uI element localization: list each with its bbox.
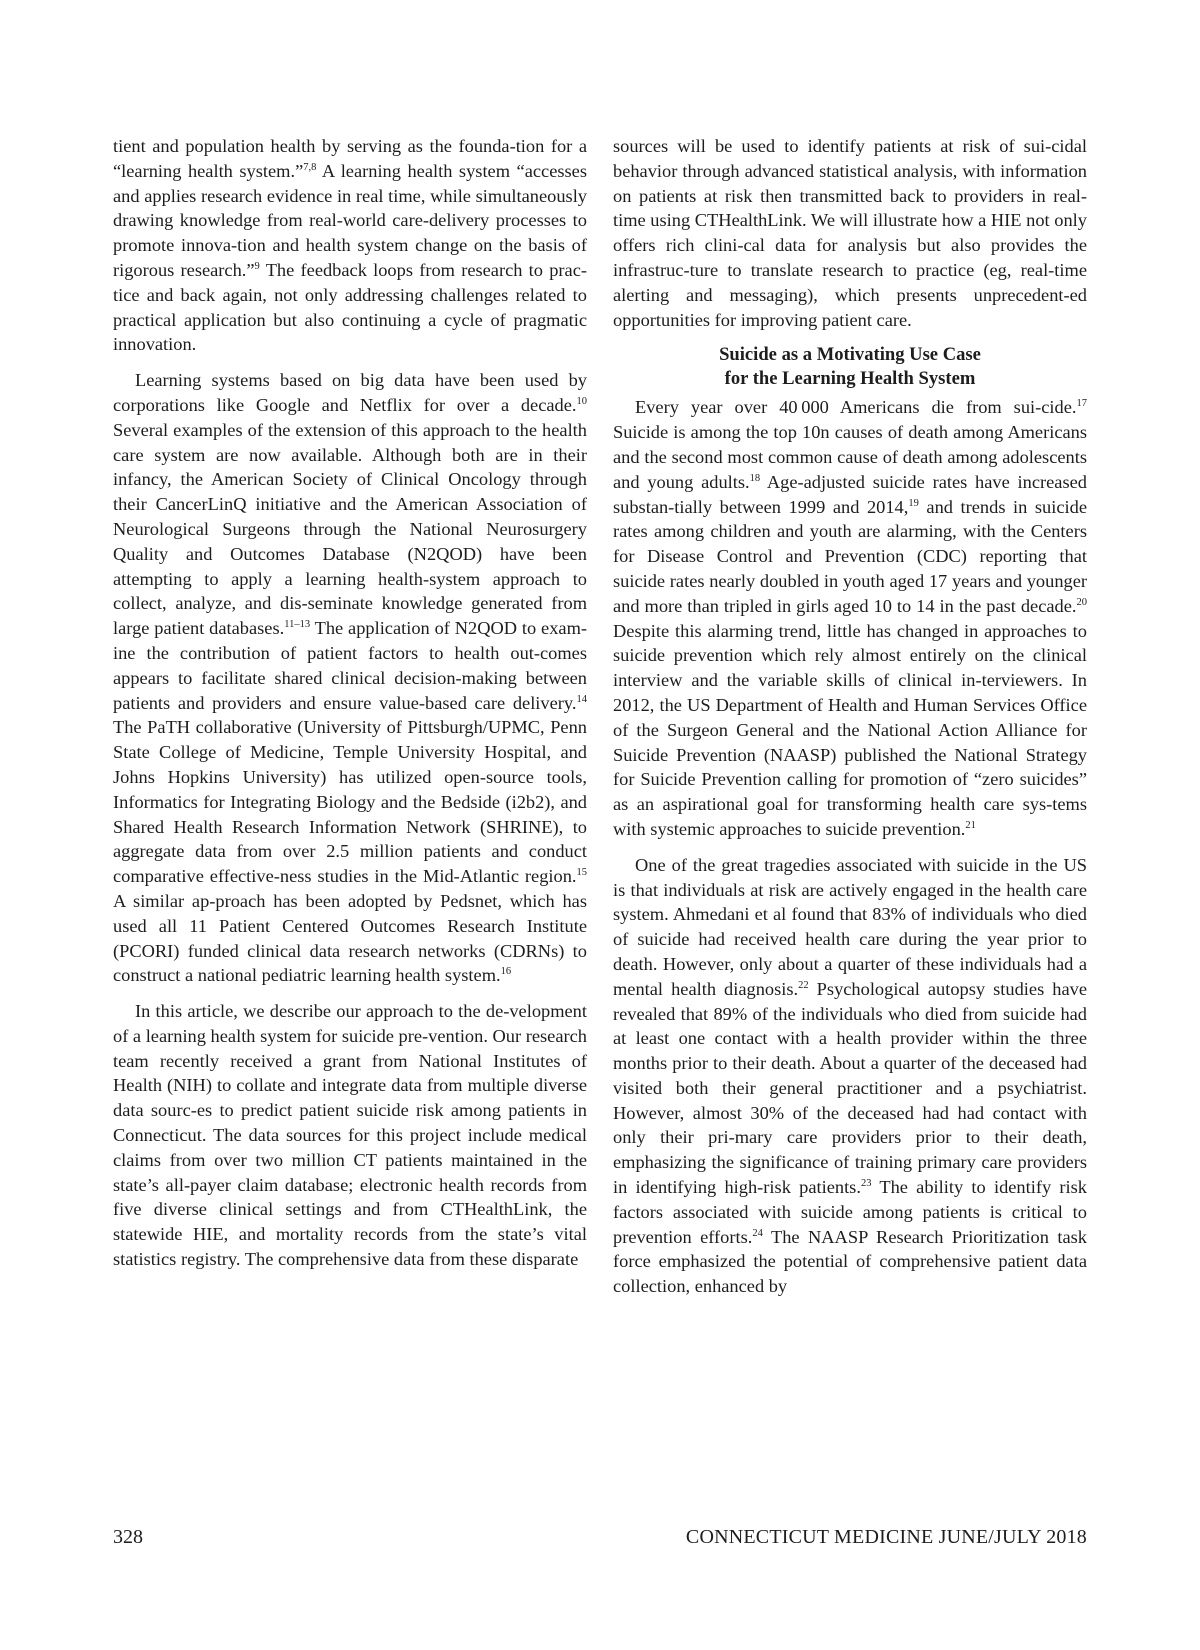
left-paragraph-3: In this article, we describe our approach to the de-velopment of a learning health system for suicide pre-vention. Our research team recently received a grant from National Institutes of Health (NIH) to collate and integrate data from multiple diverse data sourc-es to predict patient suicide risk among patients in Connecticut. The data sources for this project include medical claims from over two million CT patients maintained in the state’s all-payer claim database; electronic health records from five diverse clinical settings and from CTHealthLink, the statewide HIE, and mortality records from the state’s vital statistics registry. The comprehensive data from these disparate (113, 1001, 587, 1270)
citation-ref: 19 (908, 497, 919, 509)
text-run: Every year over 40 000 Americans die from sui-cide. (635, 397, 1077, 418)
citation-ref: 24 (752, 1227, 763, 1239)
citation-ref: 16 (500, 966, 512, 978)
citation-ref: 11–13 (284, 619, 311, 631)
citation-ref: 21 (965, 819, 976, 831)
text-run: The application of N2QOD to exam-ine the contribution of patient factors to health out-comes appears to facilitate shared clinical decision-making between patients and providers and ensure value-based care delivery. (113, 618, 587, 713)
text-run: The ability to identify risk factors associated with suicide among patients is critical to prevention efforts. (613, 1177, 1087, 1247)
journal-running-footer: CONNECTICUT MEDICINE JUNE/JULY 2018 (685, 1526, 1087, 1548)
section-heading (613, 343, 1087, 391)
right-paragraph-2 (613, 395, 1087, 841)
text-run: tient and population health by serving as the founda-tion for a “learning health system.” (113, 136, 587, 181)
left-paragraph-1 (113, 134, 587, 357)
text-run: The NAASP Research Prioritization task force emphasized the potential of comprehensive patient data collection, enhanced by (613, 1226, 1087, 1297)
text-run: Suicide is among the top 10n causes of death among Americans and the second most common cause of death among adolescents and young adults. (613, 422, 1087, 492)
page-footer (0, 1526, 1200, 1556)
text-run: A similar ap-proach has been adopted by Pedsnet, which has used all 11 Patient Centered Outcomes Research Institute (PCORI) funded clinical data research networks (CDRNs) to construct a national pediatric learning health system. (113, 890, 587, 986)
right-paragraph-1: sources will be used to identify patients at risk of sui-cidal behavior through advanced statistical analysis, with information on patients at risk then transmitted back to providers in real-time using CTHealthLink. We will illustrate how a HIE not only offers rich clini-cal data for analysis but also provides the infrastruc-ture to translate research to practice (eg, real-time alerting and messaging), which presents unprecedent-ed opportunities for improving patient care. (613, 136, 1087, 330)
text-run: and trends in suicide rates among children and youth are alarming, with the Centers for Disease Control and Prevention (CDC) reporting that suicide rates nearly doubled in youth aged 17 years and younger and more than tripled in girls aged 10 to 14 in the past decade. (613, 496, 1087, 616)
citation-ref: 18 (749, 472, 761, 484)
right-paragraph-3 (613, 853, 1087, 1299)
page-number: 328 (113, 1526, 143, 1548)
citation-ref: 20 (1076, 596, 1087, 608)
text-run: One of the great tragedies associated with suicide in the US is that individuals at risk are actively engaged in the health care system. Ahmedani et al found that 83% of individuals who died of suicide had received health care during the year prior to death. However, only about a quarter of these individuals had a mental health diagnosis. (613, 854, 1087, 999)
section-heading-line-1: Suicide as a Motivating Use Case (719, 344, 981, 366)
citation-ref: 23 (860, 1178, 872, 1190)
section-heading-line-2: for the Learning Health System (724, 368, 976, 390)
left-paragraph-2 (113, 368, 587, 988)
citation-ref: 17 (1076, 398, 1087, 410)
text-run: A learning health system “accesses and applies research evidence in real time, while simultaneously drawing knowledge from real-world care-delivery processes to promote innova-tion and health system change on the basis of rigorous research.” (113, 160, 587, 280)
text-run: Learning systems based on big data have been used by corporations like Google and Netflix for over a decade. (113, 370, 587, 415)
citation-ref: 22 (798, 979, 809, 991)
citation-ref: 15 (576, 867, 587, 879)
text-run: Psychological autopsy studies have revealed that 89% of the individuals who died from suicide had at least one contact with a health provider within the three months prior to their death. About a quarter of the deceased had visited both their general practitioner and a psychiatrist. However, almost 30% of the deceased had had contact with only their pri-mary care providers prior to their death, emphasizing the significance of training primary care providers in identifying high-risk patients. (613, 978, 1087, 1198)
text-run: Despite this alarming trend, little has changed in approaches to suicide prevention which rely almost entirely on the clinical interview and the variable skills of clinical in-terviewers. In 2012, the US Department of Health and Human Services Office of the Surgeon General and the National Action Alliance for Suicide Prevention (NAASP) published the National Strategy for Suicide Prevention calling for promotion of “zero suicides” as an aspirational goal for transforming health care sys-tems with systemic approaches to suicide prevention. (613, 620, 1087, 839)
left-column (113, 134, 587, 1283)
text-run: The PaTH collaborative (University of Pittsburgh/UPMC, Penn State College of Medicine, Temple University Hospital, and Johns Hopkins University) has utilized open-source tools, Informatics for Integrating Biology and the Bedside (i2b2), and Shared Health Research Information Network (SHRINE), to aggregate data from over 2.5 million patients and conduct comparative effective-ness studies in the Mid-Atlantic region. (113, 717, 587, 887)
citation-ref: 14 (576, 693, 587, 705)
citation-ref: 7,8 (303, 161, 317, 173)
text-run: Age-adjusted suicide rates have increased substan-tially between 1999 and 2014, (613, 471, 1087, 517)
citation-ref: 10 (576, 395, 587, 407)
citation-ref: 9 (254, 260, 260, 272)
text-run: Several examples of the extension of this approach to the health care system are now available. Although both are in their infancy, the American Society of Clinical Oncology through their CancerLinQ initiative and the American Association of Neurological Surgeons through the National Neurosurgery Quality and Outcomes Database (N2QOD) have been attempting to apply a learning health-system approach to collect, analyze, and dis-seminate knowledge generated from large patient databases. (113, 419, 587, 639)
text-run: The feedback loops from research to prac-tice and back again, not only addressing challenges related to practical application but also continuing a cycle of pragmatic innovation. (113, 259, 587, 355)
right-column (613, 134, 1087, 1310)
